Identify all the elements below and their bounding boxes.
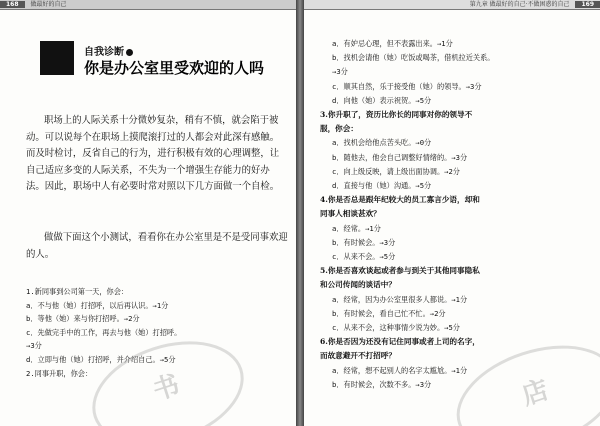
answer-option: a．经常，想不起别人的名字太尴尬。→1分	[332, 365, 468, 375]
question-heading: 和公司传闻的谈话中？	[320, 280, 396, 290]
test-instruction-paragraph: 做做下面这个小测试，看看你在办公室里是不是受同事欢迎的人。	[26, 232, 288, 260]
watermark-stamp-right: 店	[443, 327, 600, 426]
left-page-number: 168	[0, 1, 25, 8]
answer-option: a．找机会给他点苦头吃。→0分	[332, 138, 432, 148]
answer-option: d．向他（她）表示祝贺。→5分	[332, 95, 432, 105]
answer-option: d．直接与他（她）沟通。→5分	[332, 181, 432, 191]
question-heading: 5.你是否喜欢谈起或者参与到关于其他同事隐私	[320, 266, 480, 276]
answer-option: c．从来不会。→5分	[332, 252, 396, 262]
right-page-number: 169	[575, 1, 600, 8]
question-line: 2.同事升职，你会：	[26, 368, 93, 378]
page-title: 你是办公室里受欢迎的人吗	[84, 59, 265, 77]
intro-paragraph: 职场上的人际关系十分微妙复杂，稍有不慎，就会陷于被动。可以说每个在职场上摸爬滚打过的人都会对此深有感触。而及时检讨，反省自己的行为，进行积极有效的心理调整，让自己适应多变的人际关系，不失为一个增强生存能力的好办法。因此，职场中人有必要时常对照以下几方面做一个自检。	[26, 115, 280, 193]
kicker-dot-icon	[126, 49, 133, 56]
left-page	[0, 0, 296, 426]
question-heading: 3.你升职了，资历比你长的同事对你的领导不	[320, 110, 473, 120]
answer-option: b．有时候会，看自己忙不忙。→2分	[332, 308, 446, 318]
answer-option: b．找机会请他（她）吃饭或喝茶，借机拉近关系。	[332, 53, 495, 63]
question-line: a．不与他（她）打招呼，以后再认识。→1分	[26, 300, 169, 310]
title-black-square	[40, 41, 74, 75]
question-line: →3分	[26, 341, 42, 351]
answer-option: b．随他去，他会自己调整好情绪的。→3分	[332, 152, 468, 162]
answer-option: b．有时候会，次数不多。→3分	[332, 379, 432, 389]
right-running-head	[304, 0, 600, 10]
question-list-right	[320, 37, 592, 392]
answer-option: c．向上级反映，请上级出面协调。→2分	[332, 166, 460, 176]
right-running-title: 第九章 做最好的自己·不做困惑的自己	[469, 1, 570, 8]
answer-option: b．有时候会。→3分	[332, 237, 396, 247]
question-heading: 4.你是否总是跟年纪较大的员工寡言少语，却和	[320, 195, 480, 205]
answer-option: a．经常。→1分	[332, 223, 381, 233]
watermark-stamp: 书	[79, 323, 257, 426]
section-kicker	[84, 43, 133, 58]
question-heading: 同事人相谈甚欢？	[320, 209, 381, 219]
answer-option: a．经常，因为办公室里很多人都说。→1分	[332, 294, 468, 304]
left-running-head	[0, 0, 296, 10]
question-heading: 而故意避开不打招呼？	[320, 351, 396, 361]
question-heading: 服，你会：	[320, 124, 358, 134]
book-gutter	[296, 0, 304, 426]
question-line: 1.新同事到公司第一天，你会：	[26, 287, 129, 296]
left-running-title: 做最好的自己	[30, 1, 67, 8]
question-heading: 6.你是否因为还没有记住同事或者上司的名字，	[320, 337, 480, 347]
answer-option: c．从来不会，这种事情少说为妙。→5分	[332, 323, 460, 333]
right-page	[304, 0, 600, 426]
answer-option: a．有妒忌心理，但不表露出来。→1分	[332, 39, 453, 48]
answer-option: →3分	[332, 67, 348, 77]
kicker-label: 自我诊断	[84, 47, 124, 58]
question-line: b．等他（她）来与你打招呼。→2分	[26, 314, 140, 324]
question-line: d．立即与他（她）打招呼，并介绍自己。→5分	[26, 354, 176, 364]
answer-option: c．顺其自然，乐于接受他（她）的领导。→3分	[332, 81, 482, 91]
question-line: c．先做完手中的工作，再去与他（她）打招呼。	[26, 327, 182, 337]
